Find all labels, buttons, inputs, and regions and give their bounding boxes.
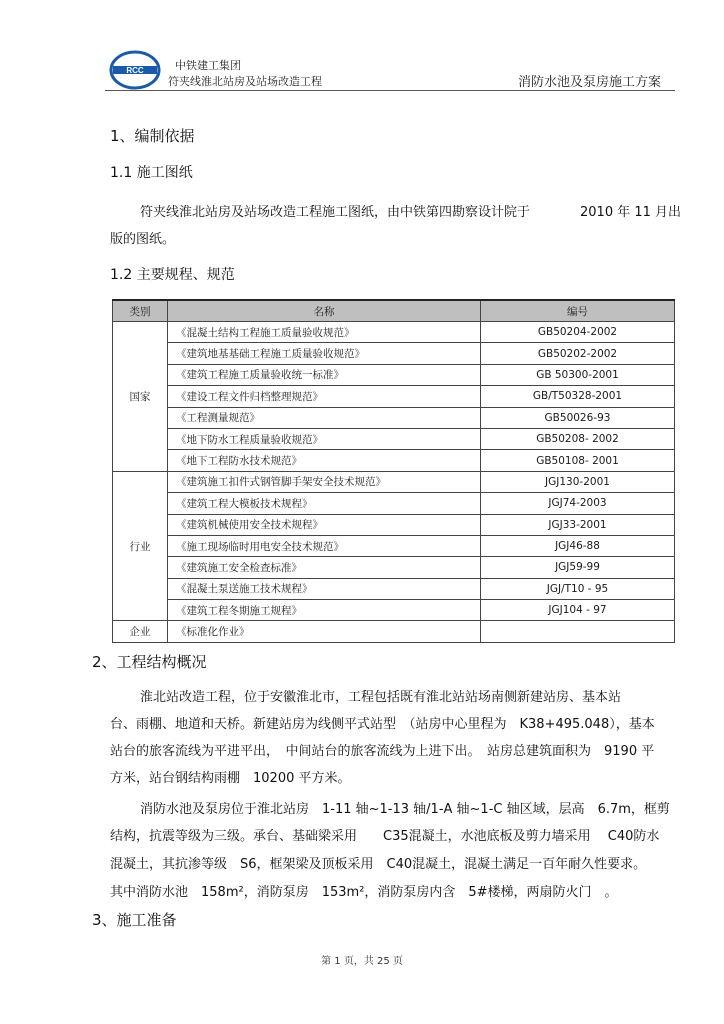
overview-p1-line3: 站台的旅客流线为平进平出， 中间站台的旅客流线为上进下出。 站房总建筑面积为 9190 平 xyxy=(110,744,655,759)
table-row xyxy=(113,364,675,385)
standard-code: JGJ130-2001 xyxy=(481,471,675,492)
standard-code: GB50208- 2002 xyxy=(481,428,675,449)
standard-name: 《混凝土泵送施工技术规程》 xyxy=(168,578,481,599)
section-3-heading: 3、施工准备 xyxy=(92,911,177,929)
document-title: 消防水池及泵房施工方案 xyxy=(517,75,661,90)
table-row xyxy=(113,578,675,599)
standard-name: 《建筑施工扣件式钢管脚手架安全技术规范》 xyxy=(168,471,481,492)
header-code: 编号 xyxy=(481,300,675,322)
section-1-1-heading: 1.1 施工图纸 xyxy=(110,165,193,181)
standard-code: GB50202-2002 xyxy=(481,343,675,364)
standard-code: JGJ/T10 - 95 xyxy=(481,578,675,599)
table-row xyxy=(113,600,675,621)
standard-name: 《标准化作业》 xyxy=(168,621,481,642)
table-row xyxy=(113,621,675,642)
header-name: 名称 xyxy=(168,300,481,322)
standard-code: JGJ104 - 97 xyxy=(481,600,675,621)
company-name: 中铁建工集团 xyxy=(175,59,241,72)
standard-code: GB50204-2002 xyxy=(481,322,675,343)
company-logo-icon xyxy=(107,50,163,90)
drawings-text-line2: 版的图纸。 xyxy=(110,232,176,247)
logo-text: RCC xyxy=(126,66,144,75)
category-cell: 企业 xyxy=(113,621,168,642)
standard-code: GB/T50328-2001 xyxy=(481,386,675,407)
table-row xyxy=(113,493,675,514)
drawings-text-year: 2010 年 11 月出 xyxy=(580,205,682,220)
overview-p2-line1: 消防水池及泵房位于淮北站房 1-11 轴~1-13 轴/1-A 轴~1-C 轴区域，层高 6.7m，框剪 xyxy=(140,802,670,817)
standard-name: 《建筑工程冬期施工规程》 xyxy=(168,600,481,621)
page-header xyxy=(105,50,675,91)
standard-code: GB50026-93 xyxy=(481,407,675,428)
table-row xyxy=(113,386,675,407)
category-cell: 行业 xyxy=(113,471,168,621)
table-row xyxy=(113,322,675,343)
standard-name: 《建筑工程施工质量验收统一标准》 xyxy=(168,364,481,385)
standard-name: 《施工现场临时用电安全技术规范》 xyxy=(168,535,481,556)
table-header-row xyxy=(113,300,675,322)
standard-name: 《地下防水工程质量验收规范》 xyxy=(168,428,481,449)
overview-p2-line2: 结构，抗震等级为三级。承台、基础梁采用 C35混凝土，水池底板及剪力墙采用 C40防水 xyxy=(110,829,660,844)
overview-p1-line2: 台、雨棚、地道和天桥。新建站房为线侧平式站型 （站房中心里程为 K38+495.048），基本 xyxy=(110,717,655,732)
standard-code xyxy=(481,621,675,642)
overview-p2-line3: 混凝土，其抗渗等级 S6，框架梁及顶板采用 C40混凝土，混凝土满足一百年耐久性要求。 xyxy=(110,857,647,872)
table-row xyxy=(113,514,675,535)
table-row xyxy=(113,557,675,578)
standard-code: JGJ33-2001 xyxy=(481,514,675,535)
table-row xyxy=(113,428,675,449)
table-row xyxy=(113,535,675,556)
standard-name: 《混凝土结构工程施工质量验收规范》 xyxy=(168,322,481,343)
standard-name: 《地下工程防水技术规范》 xyxy=(168,450,481,471)
overview-p1-line4: 方米，站台钢结构雨棚 10200 平方米。 xyxy=(110,771,351,786)
standard-name: 《建筑地基基础工程施工质量验收规范》 xyxy=(168,343,481,364)
standard-name: 《建设工程文件归档整理规范》 xyxy=(168,386,481,407)
standard-code: GB50108- 2001 xyxy=(481,450,675,471)
standards-table xyxy=(112,299,675,643)
overview-p1-line1: 淮北站改造工程，位于安徽淮北市，工程包括既有淮北站站场南侧新建站房、基本站 xyxy=(140,690,622,705)
page-number: 第 1 页，共 25 页 xyxy=(321,956,403,967)
project-name: 符夹线淮北站房及站场改造工程 xyxy=(168,75,322,88)
standard-code: JGJ46-88 xyxy=(481,535,675,556)
standard-code: JGJ59-99 xyxy=(481,557,675,578)
standard-name: 《建筑机械使用安全技术规程》 xyxy=(168,514,481,535)
standard-name: 《建筑工程大模板技术规程》 xyxy=(168,493,481,514)
standard-name: 《工程测量规范》 xyxy=(168,407,481,428)
header-category: 类别 xyxy=(113,300,168,322)
section-1-heading: 1、编制依据 xyxy=(110,127,195,145)
table-row xyxy=(113,407,675,428)
standard-name: 《建筑施工安全检查标准》 xyxy=(168,557,481,578)
standard-code: GB 50300-2001 xyxy=(481,364,675,385)
table-row xyxy=(113,343,675,364)
category-cell: 国家 xyxy=(113,322,168,472)
table-row xyxy=(113,471,675,492)
standard-code: JGJ74-2003 xyxy=(481,493,675,514)
table-row xyxy=(113,450,675,471)
overview-p2-line4: 其中消防水池 158m²，消防泵房 153m²，消防泵房内含 5#楼梯，两扇防火门 。 xyxy=(110,885,618,900)
section-1-2-heading: 1.2 主要规程、规范 xyxy=(110,267,235,283)
section-2-heading: 2、工程结构概况 xyxy=(92,653,207,671)
drawings-text-line1: 符夹线淮北站房及站场改造工程施工图纸，由中铁第四勘察设计院于 xyxy=(140,205,531,220)
